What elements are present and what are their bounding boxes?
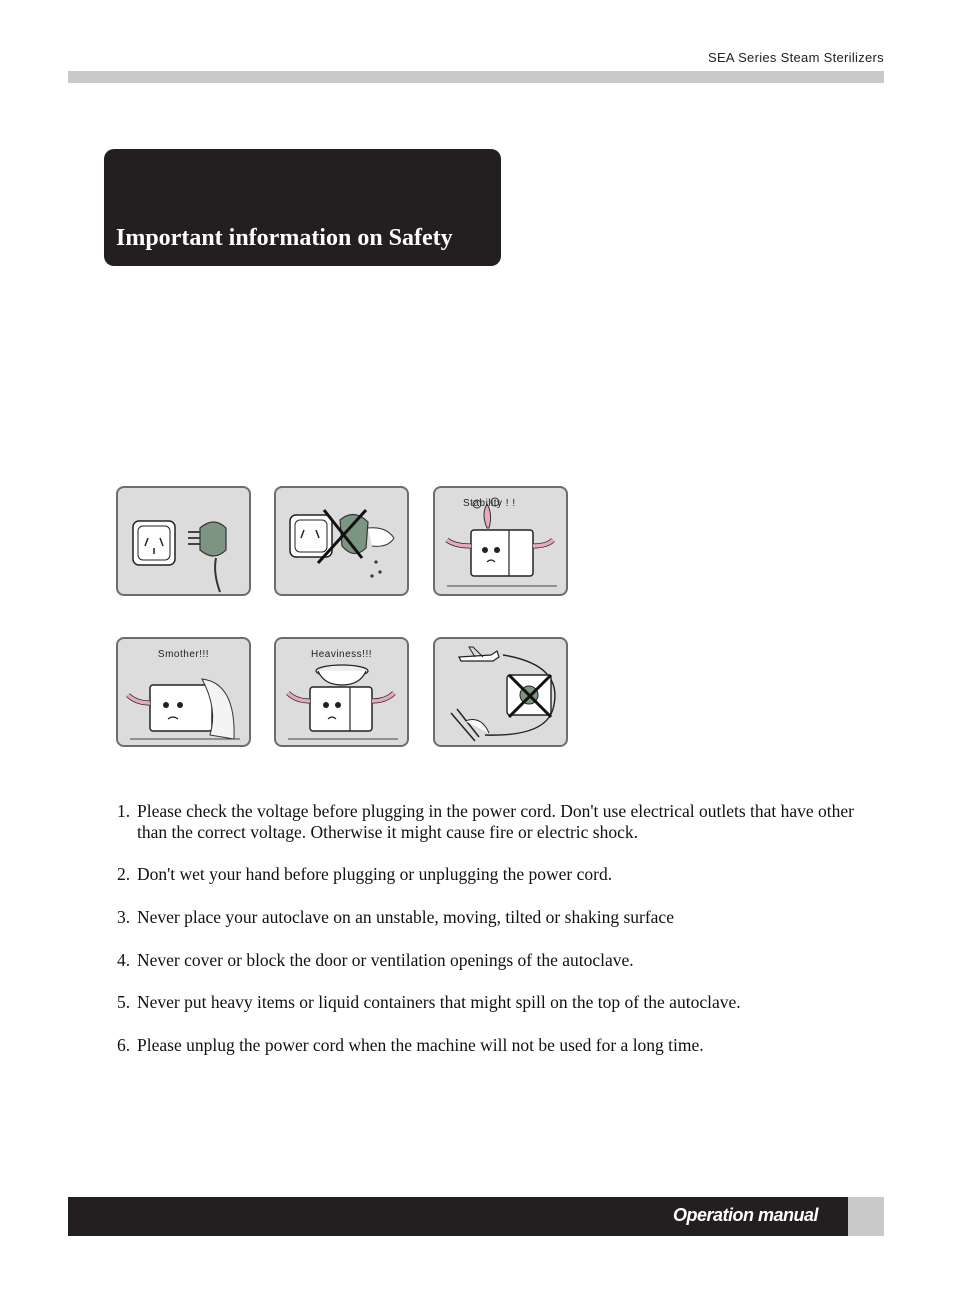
safety-rule [117,907,877,928]
safety-rules-list [117,801,877,1056]
rule-number: 2. [117,864,131,884]
section-title: Important information on Safety [116,225,453,251]
rule-text: Never cover or block the door or ventilation openings of the autoclave. [137,950,634,970]
power-outlet-plug-icon [118,488,251,596]
header-series-title: SEA Series Steam Sterilizers [707,50,884,65]
stability-caption: Stability ! ! [463,498,516,509]
no-transport-icon [435,639,568,747]
rule-number: 6. [117,1035,131,1055]
safety-rule [117,950,877,971]
safety-rule [117,1035,877,1056]
section-title-box [104,149,501,266]
rule-number: 3. [117,907,131,927]
footer-side-block [848,1197,884,1236]
illustration-smother [116,637,251,747]
safety-rule [117,864,877,885]
header-divider-bar [68,71,884,83]
rule-number: 5. [117,992,131,1012]
rule-text: Please check the voltage before plugging in the power cord. Don't use electrical outlets that have other than the correct voltage. Otherwise it might cause fire or electric shock. [137,801,854,842]
safety-rule [117,801,877,843]
rule-text: Don't wet your hand before plugging or unplugging the power cord. [137,864,613,884]
footer-label: Operation manual [672,1205,818,1225]
illustration-stability [433,486,568,596]
illustration-plug-correct [116,486,251,596]
rule-number: 1. [117,801,131,821]
illustration-wet-hand-warning [274,486,409,596]
smother-caption: Smother!!! [157,649,210,660]
rule-text: Never place your autoclave on an unstable, moving, tilted or shaking surface [137,907,674,927]
illustration-transport [433,637,568,747]
rule-text: Please unplug the power cord when the machine will not be used for a long time. [137,1035,704,1055]
wet-hand-prohibited-icon [276,488,409,596]
rule-text: Never put heavy items or liquid containers that might spill on the top of the autoclave. [137,992,741,1012]
safety-rule [117,992,877,1013]
illustration-heaviness [274,637,409,747]
heaviness-caption: Heaviness!!! [310,649,373,660]
footer-bar [68,1197,848,1236]
rule-number: 4. [117,950,131,970]
